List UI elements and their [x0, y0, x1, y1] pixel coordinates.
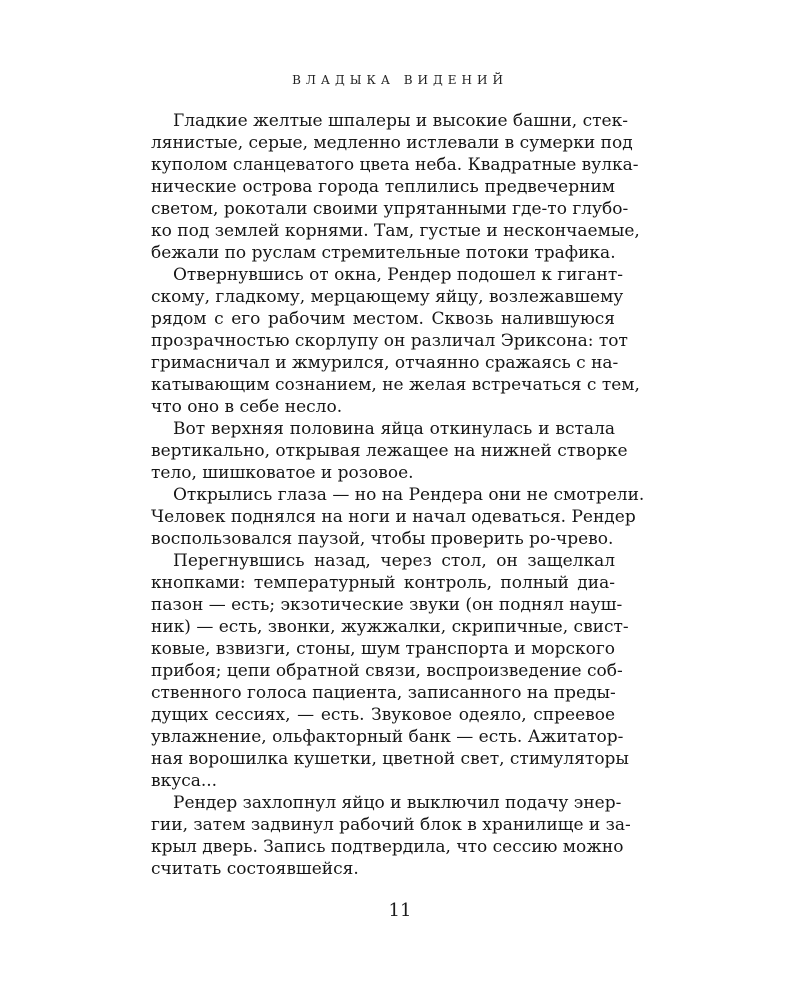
paragraph — [151, 110, 640, 264]
text-line: ственного голоса пациента, записанного на преды- — [151, 683, 616, 703]
text-line: что оно в себе несло. — [151, 397, 343, 417]
text-line: воспользовался паузой, чтобы проверить ро-чрево. — [151, 529, 614, 549]
paragraph — [151, 264, 640, 418]
text-line: Гладкие желтые шпалеры и высокие башни, стек- — [173, 111, 628, 131]
text-line: Открылись глаза — но на Рендера они не смотрели. — [173, 485, 645, 505]
text-line: увлажнение, ольфакторный банк — есть. Ажитатор- — [151, 727, 624, 747]
text-line: светом, рокотали своими упрятанными где-то глубо- — [151, 199, 629, 219]
paragraph — [151, 418, 628, 484]
text-line: вкуса... — [151, 771, 218, 791]
paragraph — [151, 792, 631, 880]
text-line: куполом сланцеватого цвета неба. Квадратные вулка- — [151, 155, 639, 175]
text-line: Отвернувшись от окна, Рендер подошел к гигант- — [173, 265, 624, 285]
text-line: кнопками: температурный контроль, полный диа- — [151, 573, 615, 593]
text-line: бежали по руслам стремительные потоки трафика. — [151, 243, 616, 263]
text-line: гии, затем задвинул рабочий блок в хранилище и за- — [151, 815, 631, 835]
text-line: катывающим сознанием, не желая встречаться с тем, — [151, 375, 640, 395]
text-line: ная ворошилка кушетки, цветной свет, стимуляторы — [151, 749, 629, 769]
text-line: Перегнувшись назад, через стол, он защелкал — [173, 551, 615, 571]
paragraph — [151, 550, 629, 792]
text-line: Вот верхняя половина яйца откинулась и встала — [173, 419, 615, 439]
body-text — [151, 110, 645, 880]
text-line: гримасничал и жмурился, отчаянно сражаясь с на- — [151, 353, 619, 373]
text-line: ковые, взвизги, стоны, шум транспорта и морского — [151, 639, 615, 659]
text-line: вертикально, открывая лежащее на нижней створке — [151, 441, 628, 461]
text-line: Рендер захлопнул яйцо и выключил подачу энер- — [173, 793, 622, 813]
text-line: дущих сессиях, — есть. Звуковое одеяло, спреевое — [151, 705, 615, 725]
text-line: ник) — есть, звонки, жужжалки, скрипичные, свист- — [151, 617, 629, 637]
text-line: прозрачностью скорлупу он различал Эриксона: тот — [151, 331, 628, 351]
text-line: тело, шишковатое и розовое. — [151, 463, 414, 483]
text-line: считать состоявшейся. — [151, 859, 359, 879]
text-line: крыл дверь. Запись подтвердила, что сессию можно — [151, 837, 624, 857]
text-line: рядом с его рабочим местом. Сквозь налившуюся — [151, 309, 615, 329]
text-line: скому, гладкому, мерцающему яйцу, возлежавшему — [151, 287, 624, 307]
text-line: Человек поднялся на ноги и начал одеваться. Рендер — [151, 507, 636, 527]
page-number: 11 — [388, 900, 412, 921]
text-line: ко под землей корнями. Там, густые и нескончаемые, — [151, 221, 640, 241]
text-line: нические острова города теплились предвечерним — [151, 177, 615, 197]
text-line: лянистые, серые, медленно истлевали в сумерки под — [151, 133, 633, 153]
text-line: пазон — есть; экзотические звуки (он поднял науш- — [151, 595, 623, 615]
paragraph — [151, 484, 645, 550]
running-head: ВЛАДЫКА ВИДЕНИЙ — [292, 73, 508, 87]
text-line: прибоя; цепи обратной связи, воспроизведение соб- — [151, 661, 623, 681]
